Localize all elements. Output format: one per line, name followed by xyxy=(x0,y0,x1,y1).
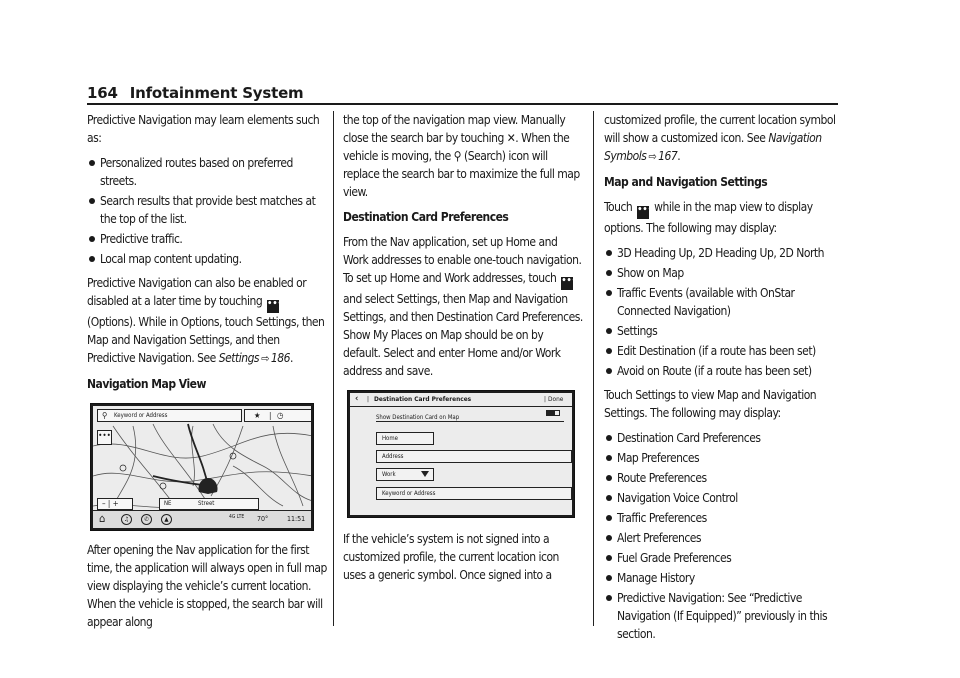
list-item: Show on Map xyxy=(604,264,844,282)
page-number: 164 xyxy=(87,84,118,102)
home-button[interactable]: Home xyxy=(376,432,434,445)
profile-paragraph: If the vehicle’s system is not signed into a customized profile, the current location icon uses a generic symbol. Once signed into a xyxy=(343,532,559,582)
header-rule xyxy=(87,103,838,105)
favorites-star-icon[interactable]: ★ xyxy=(254,411,260,420)
divider xyxy=(376,421,564,422)
done-button[interactable]: Done xyxy=(548,395,564,403)
dropdown-triangle-icon xyxy=(421,471,429,477)
options-icon: ••• xyxy=(637,206,649,219)
destination-card-panel xyxy=(350,393,572,515)
xref-arrow-icon: ⇨ xyxy=(261,352,269,365)
profile-continued-paragraph: customized profile, the current location symbol will show a customized icon. See Navigation Symbols ⇨ 167. xyxy=(604,113,836,163)
column-divider xyxy=(593,111,594,626)
street-bar xyxy=(159,498,259,510)
text-run: and select Settings, then Map and Navigation Settings, and then Destination Card Preferences. Show My Places on Map should be on by default. Select and enter Home and/or Work address and save. xyxy=(343,292,583,378)
text-run: the top of the navigation map view. Manually close the search bar by touching xyxy=(343,113,566,145)
text-run: customized profile, the current location symbol will show a customized icon. See xyxy=(604,113,836,145)
nav-map-view-heading: Navigation Map View xyxy=(87,377,206,391)
list-item: Settings xyxy=(604,322,844,340)
system-bottom-bar xyxy=(93,510,311,528)
separator: | xyxy=(269,411,271,420)
text-run: (Search) icon will replace the search bar to maximize the full map view. xyxy=(343,149,580,199)
list-item: Destination Card Preferences xyxy=(604,429,844,447)
list-item: Traffic Events (available with OnStar Connected Navigation) xyxy=(604,284,844,320)
navigation-icon[interactable]: ▲ xyxy=(161,514,172,525)
destination-card-paragraph xyxy=(343,233,583,380)
column-2 xyxy=(343,111,583,591)
enable-paragraph: Predictive Navigation can also be enabled or disabled at a later time by touching ••• (Options). While in Options, touch Settings, then Map and Navigation Settings, and then Predictive Navigation. See Settings ⇨ 186. xyxy=(87,276,325,365)
address-field[interactable]: Address xyxy=(376,450,572,463)
destination-card-heading: Destination Card Preferences xyxy=(343,210,509,224)
lte-indicator: 4G LTE xyxy=(229,514,245,520)
zoom-control[interactable]: – | + xyxy=(97,498,133,510)
list-item: Predictive Navigation: See “Predictive Navigation (If Equipped)” previously in this section. xyxy=(604,589,844,643)
search-bar-paragraph xyxy=(343,111,583,201)
column-1 xyxy=(87,111,327,638)
settings-page-ref: 186 xyxy=(270,351,290,365)
search-icon: ⚲ xyxy=(102,411,108,420)
settings-list xyxy=(604,429,844,643)
after-opening-paragraph: After opening the Nav application for the first time, the application will always open in full map view displaying the vehicle’s current location. When the vehicle is stopped, the search bar will appear along xyxy=(87,543,327,629)
clock-time: 11:51 xyxy=(287,515,306,523)
separator: | xyxy=(544,395,546,403)
show-card-toggle[interactable] xyxy=(546,410,560,416)
options-button[interactable]: ••• xyxy=(97,430,112,445)
work-label: Work xyxy=(382,471,396,478)
section-title: Infotainment System xyxy=(129,84,304,102)
text-run: From the Nav application, set up Home and Work addresses to enable one-touch navigation. To set up Home and Work addresses, touch xyxy=(343,235,582,285)
list-item: Map Preferences xyxy=(604,449,844,467)
list-item: 3D Heading Up, 2D Heading Up, 2D North xyxy=(604,244,844,262)
predictive-list xyxy=(87,154,327,268)
map-nav-settings-heading: Map and Navigation Settings xyxy=(604,175,768,189)
heading-direction: NE xyxy=(164,500,172,507)
list-item: Fuel Grade Preferences xyxy=(604,549,844,567)
list-item: Search results that provide best matches at the top of the list. xyxy=(87,192,327,228)
column-divider xyxy=(333,111,334,626)
search-placeholder: Keyword or Address xyxy=(114,412,168,419)
intro-paragraph: Predictive Navigation may learn elements such as: xyxy=(87,113,320,145)
temperature: 70° xyxy=(257,515,269,523)
options-icon: ••• xyxy=(561,277,573,290)
touch-options-paragraph xyxy=(604,198,844,237)
list-item: Personalized routes based on preferred streets. xyxy=(87,154,327,190)
page-header xyxy=(87,84,303,102)
list-item: Avoid on Route (if a route has been set) xyxy=(604,362,844,380)
work-dropdown[interactable] xyxy=(376,468,434,481)
home-icon[interactable]: ⌂ xyxy=(99,512,106,525)
text-run: . When the vehicle is moving, the xyxy=(343,131,570,163)
dc-title: Destination Card Preferences xyxy=(374,395,472,403)
search-icon: ⚲ xyxy=(453,149,462,163)
separator: | xyxy=(367,395,369,403)
destination-card-screen xyxy=(347,390,575,518)
options-icon: ••• xyxy=(267,300,279,313)
list-item: Edit Destination (if a route has been set) xyxy=(604,342,844,360)
list-item: Manage History xyxy=(604,569,844,587)
phone-icon[interactable]: ✆ xyxy=(141,514,152,525)
list-item: Local map content updating. xyxy=(87,250,327,268)
map-top-right-controls xyxy=(244,409,311,422)
map-area xyxy=(93,406,311,528)
back-chevron-icon[interactable]: ‹ xyxy=(355,394,359,404)
list-item: Traffic Preferences xyxy=(604,509,844,527)
column-3 xyxy=(604,111,844,649)
text-run: Predictive Navigation can also be enabled or disabled at a later time by touching xyxy=(87,276,307,308)
text-run: Touch xyxy=(604,200,633,214)
navigation-map-screen xyxy=(90,403,314,531)
street-name: Street xyxy=(198,500,215,507)
audio-icon[interactable]: ♫ xyxy=(121,514,132,525)
dc-title-bar xyxy=(350,393,572,407)
options-list xyxy=(604,244,844,380)
list-item: Alert Preferences xyxy=(604,529,844,547)
symbols-page-ref: 167 xyxy=(658,149,678,163)
list-item: Navigation Voice Control xyxy=(604,489,844,507)
text-run: while in the map view to display options. The following may display: xyxy=(604,200,813,235)
xref-arrow-icon: ⇨ xyxy=(648,150,657,163)
navigation-symbols-link[interactable]: Navigation Symbols xyxy=(604,131,822,163)
show-card-label: Show Destination Card on Map xyxy=(376,414,460,421)
text-run: (Options). While in Options, touch Settings, then Map and Navigation Settings, and then Predictive Navigation. See xyxy=(87,315,325,365)
list-item: Predictive traffic. xyxy=(87,230,327,248)
list-item: Route Preferences xyxy=(604,469,844,487)
settings-link[interactable]: Settings xyxy=(218,351,260,365)
keyword-field[interactable]: Keyword or Address xyxy=(376,487,572,500)
search-bar[interactable] xyxy=(97,409,242,422)
recent-clock-icon[interactable]: ◷ xyxy=(277,411,283,420)
settings-intro-paragraph: Touch Settings to view Map and Navigation Settings. The following may display: xyxy=(604,388,817,420)
close-icon: ✕ xyxy=(506,131,516,145)
